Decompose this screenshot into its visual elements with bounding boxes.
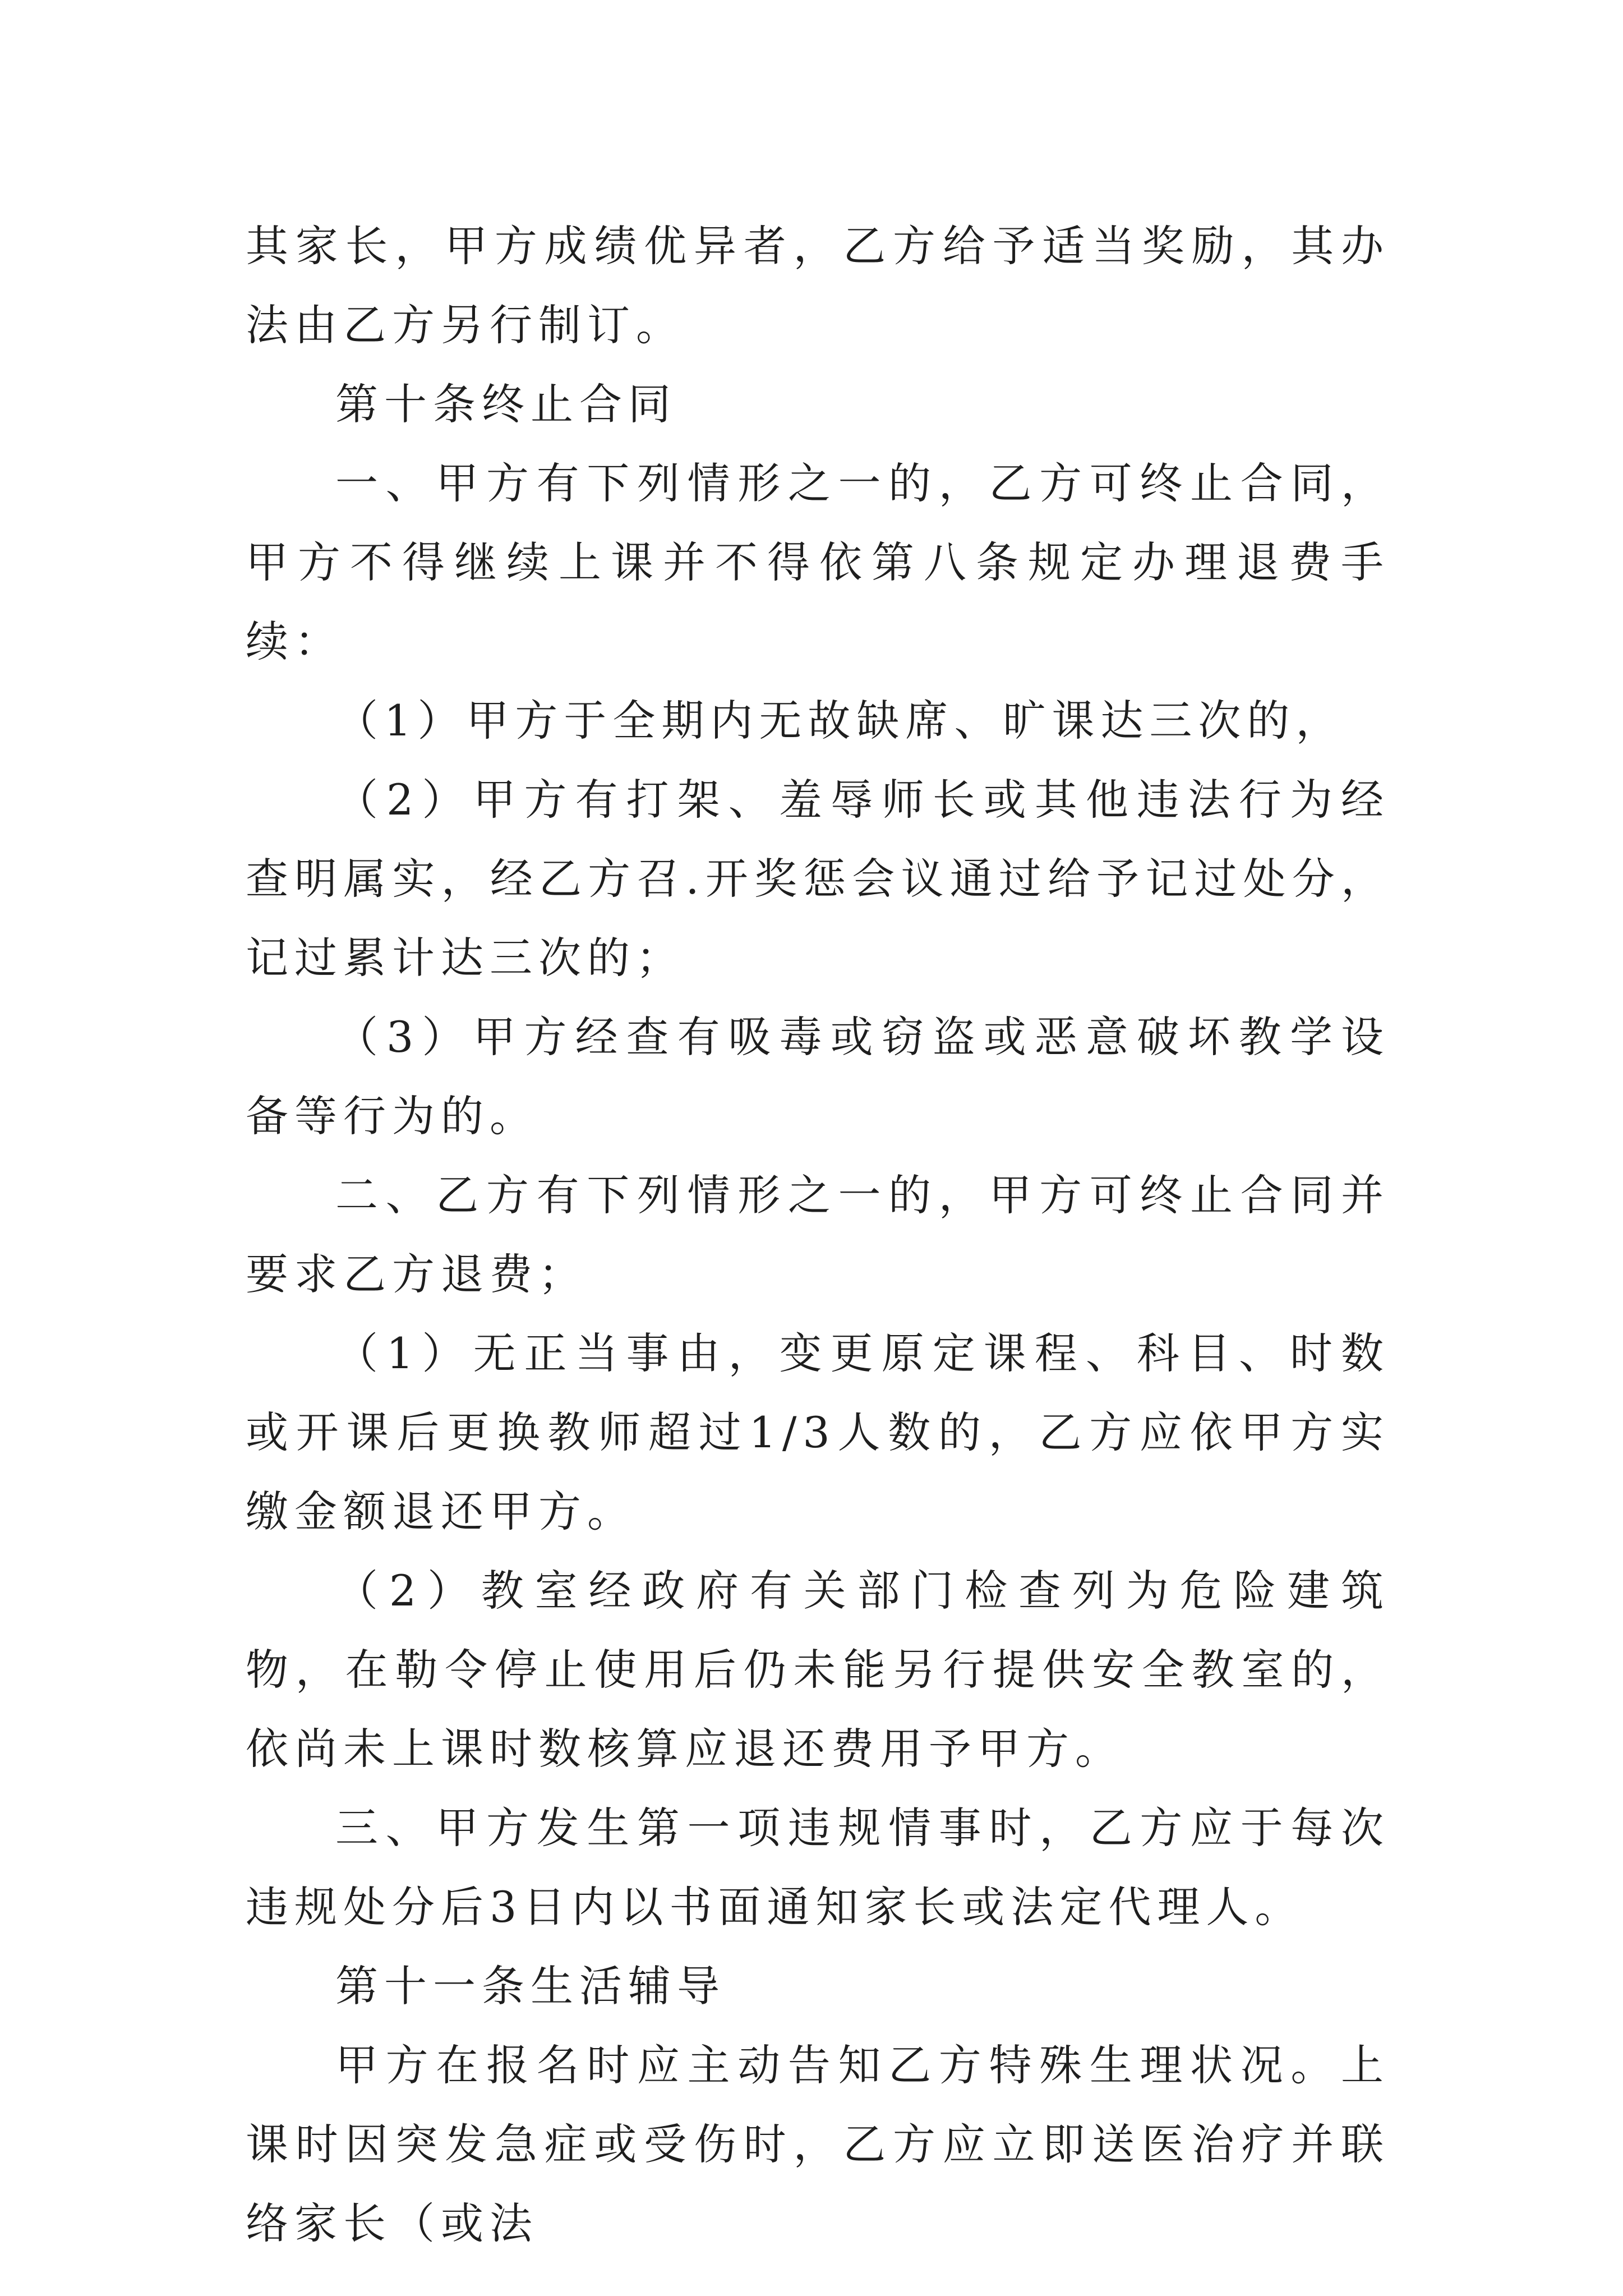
clause-1-item-1: （1）甲方于全期内无故缺席、旷课达三次的， <box>335 696 1345 746</box>
article-10-heading: 第十条终止合同 <box>335 379 677 429</box>
document-body <box>246 206 1390 2263</box>
clause-3: 三、甲方发生第一项违规情事时，乙方应于每次违规处分后3日内以书面通知家长或法定代理人。 <box>246 1803 1390 1932</box>
paragraph-continuation: 其家长，甲方成绩优异者，乙方给予适当奖励，其办法由乙方另行制订。 <box>246 221 1390 350</box>
clause-2-item-1: （1）无正当事由，变更原定课程、科目、时数或开课后更换教师超过1/3人数的，乙方应依甲方实缴金额退还甲方。 <box>246 1328 1390 1536</box>
clause-1: 一、甲方有下列情形之一的，乙方可终止合同，甲方不得继续上课并不得依第八条规定办理退费手续： <box>246 458 1390 666</box>
clause-1-item-2: （2）甲方有打架、羞辱师长或其他违法行为经查明属实，经乙方召.开奖惩会议通过给予记过处分，记过累计达三次的； <box>246 775 1390 983</box>
article-11-paragraph: 甲方在报名时应主动告知乙方特殊生理状况。上课时因突发急症或受伤时，乙方应立即送医治疗并联络家长（或法 <box>246 2040 1390 2248</box>
clause-2-item-2: （2）教室经政府有关部门检查列为危险建筑物，在勒令停止使用后仍未能另行提供安全教室的，依尚未上课时数核算应退还费用予甲方。 <box>246 1566 1390 1774</box>
clause-2: 二、乙方有下列情形之一的，甲方可终止合同并要求乙方退费； <box>246 1170 1390 1299</box>
article-11-heading: 第十一条生活辅导 <box>335 1961 726 2011</box>
clause-1-item-3: （3）甲方经查有吸毒或窃盗或恶意破坏教学设备等行为的。 <box>246 1012 1390 1141</box>
